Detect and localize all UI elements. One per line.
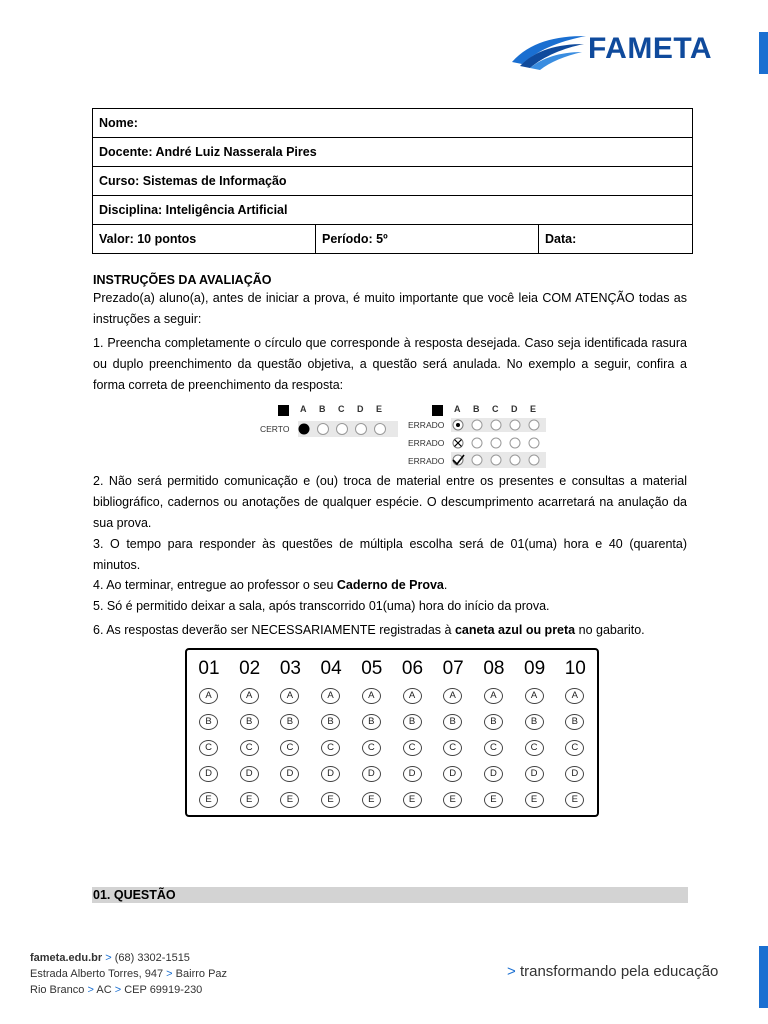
answer-bubble[interactable]: E bbox=[403, 792, 422, 808]
instruction-5: 5. Só é permitido deixar a sala, após transcorrido 01(uma) hora do início da prova. bbox=[93, 599, 550, 613]
wing-logo-icon bbox=[510, 30, 588, 70]
header-accent-bar bbox=[759, 32, 768, 74]
instruction-3: 3. O tempo para responder às questões de múltipla escolha será de 01(uma) hora e 40 (quarenta) minutos. bbox=[93, 537, 687, 572]
answer-bubble[interactable]: B bbox=[484, 714, 503, 730]
footer-line-2 bbox=[30, 968, 227, 980]
disciplina-cell: Disciplina: Inteligência Artificial bbox=[93, 196, 693, 225]
curso-cell: Curso: Sistemas de Informação bbox=[93, 167, 693, 196]
answer-bubble[interactable]: A bbox=[443, 688, 462, 704]
instruction-2: 2. Não será permitido comunicação e (ou) troca de material entre os presentes e consultas a material bibliográfico, cadernos ou anotações de qualquer espécie. O descumprimento acarretará na anulação da sua prova. bbox=[93, 474, 687, 530]
instruction-4-end: . bbox=[443, 578, 448, 592]
instruction-6-bold: caneta azul ou preta bbox=[454, 623, 576, 637]
nome-cell: Nome: bbox=[93, 109, 693, 138]
example-errado-label-3: ERRADO bbox=[408, 456, 445, 466]
example-certo-label: CERTO bbox=[260, 424, 290, 434]
answer-bubble[interactable]: C bbox=[321, 740, 340, 756]
footer-tagline bbox=[507, 963, 718, 980]
answer-grid bbox=[185, 648, 599, 817]
answer-bubble[interactable]: A bbox=[321, 688, 340, 704]
example-right-letter-c: C bbox=[492, 404, 499, 414]
footer-street: Estrada Alberto Torres, 947 bbox=[30, 968, 164, 980]
data-cell: Data: bbox=[539, 225, 693, 254]
answer-bubble[interactable]: B bbox=[362, 714, 381, 730]
answer-bubble[interactable]: A bbox=[280, 688, 299, 704]
example-right-letter-b: B bbox=[473, 404, 480, 414]
answer-bubble[interactable]: C bbox=[565, 740, 584, 756]
answer-bubble[interactable]: D bbox=[525, 766, 544, 782]
footer-line-1 bbox=[30, 952, 190, 964]
answer-bubble[interactable]: D bbox=[321, 766, 340, 782]
example-right-letter-d: D bbox=[511, 404, 518, 414]
fameta-logo bbox=[510, 30, 740, 70]
instruction-6 bbox=[93, 620, 687, 641]
answer-column-number: 10 bbox=[564, 658, 586, 679]
footer-sep-1: > bbox=[105, 952, 112, 964]
answer-bubble[interactable]: E bbox=[280, 792, 299, 808]
answer-column-number: 04 bbox=[320, 658, 342, 679]
answer-bubble[interactable]: C bbox=[199, 740, 218, 756]
instruction-4-text: 4. Ao terminar, entregue ao professor o seu bbox=[93, 578, 337, 592]
answer-bubble[interactable]: A bbox=[525, 688, 544, 704]
example-left-letter-e: E bbox=[376, 404, 383, 414]
answer-bubble[interactable]: D bbox=[362, 766, 381, 782]
answer-bubble[interactable]: B bbox=[240, 714, 259, 730]
footer-district: Bairro Paz bbox=[175, 968, 228, 980]
answer-bubble[interactable]: E bbox=[443, 792, 462, 808]
footer-state: AC bbox=[96, 984, 112, 996]
answer-bubble[interactable]: D bbox=[240, 766, 259, 782]
example-right-letter-e: E bbox=[530, 404, 537, 414]
answer-bubble[interactable]: C bbox=[443, 740, 462, 756]
footer-sep-2: > bbox=[166, 968, 173, 980]
instruction-4 bbox=[93, 575, 687, 596]
footer-city: Rio Branco bbox=[30, 984, 85, 996]
answer-bubble[interactable]: B bbox=[321, 714, 340, 730]
instructions-title: INSTRUÇÕES DA AVALIAÇÃO bbox=[93, 273, 272, 287]
answer-bubble[interactable]: A bbox=[199, 688, 218, 704]
answer-column-number: 02 bbox=[239, 658, 261, 679]
example-right-letter-a: A bbox=[454, 404, 461, 414]
answer-column-number: 07 bbox=[442, 658, 464, 679]
answer-bubble[interactable]: E bbox=[240, 792, 259, 808]
answer-bubble[interactable]: B bbox=[525, 714, 544, 730]
answer-bubble[interactable]: A bbox=[565, 688, 584, 704]
answer-bubble[interactable]: C bbox=[484, 740, 503, 756]
answer-bubble[interactable]: D bbox=[443, 766, 462, 782]
answer-bubble[interactable]: E bbox=[199, 792, 218, 808]
answer-column-number: 06 bbox=[401, 658, 424, 679]
answer-bubble[interactable]: A bbox=[403, 688, 422, 704]
answer-bubble[interactable]: E bbox=[484, 792, 503, 808]
example-errado-label-2: ERRADO bbox=[408, 438, 445, 448]
answer-bubble[interactable]: E bbox=[565, 792, 584, 808]
answer-bubble[interactable]: B bbox=[403, 714, 422, 730]
example-errado-label-1: ERRADO bbox=[408, 420, 445, 430]
example-left-letter-a: A bbox=[300, 404, 307, 414]
example-left-letter-c: C bbox=[338, 404, 345, 414]
footer-phone: (68) 3302-1515 bbox=[114, 952, 190, 964]
brand-name: FAMETA bbox=[588, 32, 713, 65]
footer-accent-bar bbox=[759, 946, 768, 1008]
answer-bubble[interactable]: C bbox=[403, 740, 422, 756]
answer-bubble[interactable]: B bbox=[443, 714, 462, 730]
answer-bubble[interactable]: A bbox=[362, 688, 381, 704]
instruction-4-bold: Caderno de Prova bbox=[336, 578, 444, 592]
example-left-letter-d: D bbox=[357, 404, 364, 414]
instructions-intro: Prezado(a) aluno(a), antes de iniciar a prova, é muito importante que você leia COM ATENÇÃO todas as instruções a seguir: bbox=[93, 291, 687, 326]
fill-example bbox=[258, 403, 558, 476]
question-title: 01. QUESTÃO bbox=[92, 887, 688, 903]
footer-sep-4: > bbox=[114, 984, 122, 996]
answer-column-number: 03 bbox=[279, 658, 301, 679]
answer-bubble[interactable]: E bbox=[525, 792, 544, 808]
answer-bubble[interactable]: A bbox=[484, 688, 503, 704]
footer-line-3 bbox=[30, 984, 202, 996]
docente-cell: Docente: André Luiz Nasserala Pires bbox=[93, 138, 693, 167]
answer-bubble[interactable]: D bbox=[280, 766, 299, 782]
answer-bubble[interactable]: D bbox=[565, 766, 584, 782]
instruction-6-text: 6. As respostas deverão ser NECESSARIAMENTE registradas à bbox=[93, 623, 455, 637]
answer-bubble[interactable]: A bbox=[240, 688, 259, 704]
answer-bubble[interactable]: C bbox=[240, 740, 259, 756]
valor-cell: Valor: 10 pontos bbox=[93, 225, 316, 254]
answer-bubble[interactable]: E bbox=[321, 792, 340, 808]
example-left-letter-b: B bbox=[319, 404, 326, 414]
footer-site: fameta.edu.br bbox=[30, 952, 103, 964]
answer-bubble[interactable]: C bbox=[362, 740, 381, 756]
answer-bubble[interactable]: B bbox=[565, 714, 584, 730]
answer-bubble[interactable]: D bbox=[199, 766, 218, 782]
answer-bubble[interactable]: E bbox=[362, 792, 381, 808]
answer-column-number: 08 bbox=[483, 658, 505, 679]
footer-sep-3: > bbox=[87, 984, 94, 996]
instruction-1: 1. Preencha completamente o círculo que corresponde à resposta desejada. Caso seja identificada rasura ou duplo preenchimento da questão objetiva, a questão será anulada. No exemplo a seguir, confira a forma correta de preenchimento da resposta: bbox=[93, 336, 687, 392]
answer-bubble[interactable]: D bbox=[403, 766, 422, 782]
answer-bubble[interactable]: B bbox=[199, 714, 218, 730]
periodo-cell: Período: 5º bbox=[316, 225, 539, 254]
answer-column-number: 05 bbox=[361, 658, 383, 679]
answer-bubble[interactable]: B bbox=[280, 714, 299, 730]
tagline-sep: > bbox=[507, 963, 516, 980]
footer-cep: CEP 69919-230 bbox=[124, 984, 203, 996]
info-table bbox=[92, 108, 693, 254]
answer-column-number: 09 bbox=[524, 658, 546, 679]
answer-bubble[interactable]: C bbox=[525, 740, 544, 756]
instruction-6-end: no gabarito. bbox=[575, 623, 645, 637]
answer-column-number: 01 bbox=[198, 658, 220, 679]
tagline-text: transformando pela educação bbox=[519, 963, 719, 980]
answer-bubble[interactable]: D bbox=[484, 766, 503, 782]
answer-bubble[interactable]: C bbox=[280, 740, 299, 756]
